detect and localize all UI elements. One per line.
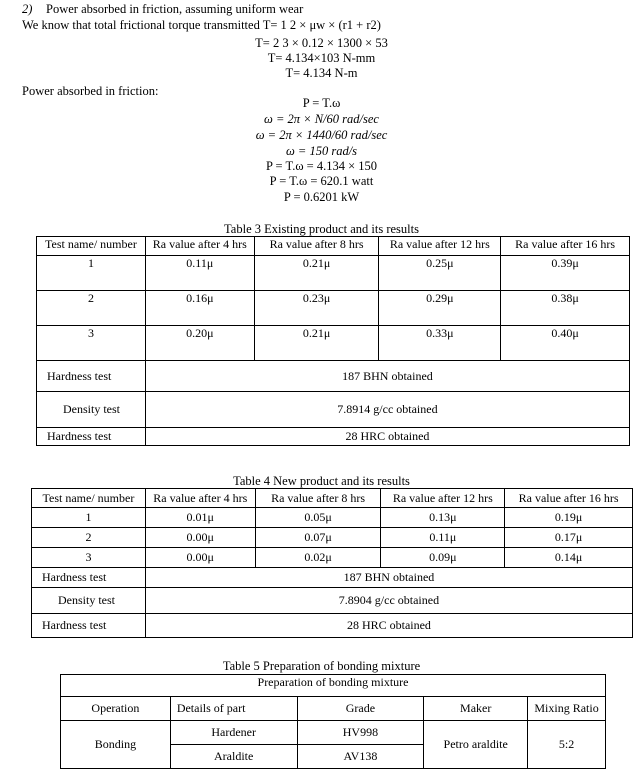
table3-test-result: 28 HRC obtained [145, 428, 629, 446]
table4-cell: 0.17μ [505, 528, 633, 548]
table3-cell: 3 [37, 326, 146, 361]
table3-cell: 0.29μ [379, 291, 501, 326]
power-equation-5: P = T.ω = 4.134 × 150 [265, 159, 378, 173]
table5-maker: Petro araldite [424, 721, 528, 769]
table5 [60, 674, 606, 769]
table4-cell: 3 [32, 548, 146, 568]
table4-row [32, 508, 633, 528]
table4-header-12hrs: Ra value after 12 hrs [381, 489, 505, 508]
table5-header-maker: Maker [424, 697, 528, 721]
table4-header-test-name: Test name/ number [32, 489, 146, 508]
table3-cell: 0.38μ [501, 291, 630, 326]
table4-cell: 0.05μ [255, 508, 381, 528]
table3-header-8hrs: Ra value after 8 hrs [254, 237, 379, 256]
table3-cell: 1 [37, 256, 146, 291]
table3-test-result: 187 BHN obtained [145, 361, 629, 392]
table3-test-label: Hardness test [37, 361, 146, 392]
table4-cell: 0.02μ [255, 548, 381, 568]
power-equation-3: ω = 2π × 1440/60 rad/sec [255, 128, 388, 142]
table3-cell: 0.21μ [254, 256, 379, 291]
table4-caption: Table 4 New product and its results [233, 474, 410, 488]
power-equation-7: P = 0.6201 kW [283, 190, 360, 204]
table3-cell: 0.33μ [379, 326, 501, 361]
power-equation-2: ω = 2π × N/60 rad/sec [264, 112, 379, 126]
table4 [31, 488, 633, 638]
table3-cell: 0.39μ [501, 256, 630, 291]
table3-row [37, 326, 630, 361]
table5-title: Preparation of bonding mixture [61, 675, 606, 697]
table4-row [32, 528, 633, 548]
table4-cell: 0.09μ [381, 548, 505, 568]
table3-cell: 0.23μ [254, 291, 379, 326]
table4-cell: 0.11μ [381, 528, 505, 548]
table4-cell: 1 [32, 508, 146, 528]
table3-header-12hrs: Ra value after 12 hrs [379, 237, 501, 256]
table4-cell: 0.14μ [505, 548, 633, 568]
table4-test-result: 28 HRC obtained [145, 614, 632, 638]
table5-ratio: 5:2 [528, 721, 606, 769]
table3-caption: Table 3 Existing product and its results [224, 222, 419, 236]
table3-cell: 0.25μ [379, 256, 501, 291]
table5-operation: Bonding [61, 721, 171, 769]
table3-test-label: Hardness test [37, 428, 146, 446]
table3-cell: 0.11μ [145, 256, 254, 291]
table4-test-result: 187 BHN obtained [145, 568, 632, 588]
table3-row [37, 256, 630, 291]
table5-header-details: Details of part [170, 697, 297, 721]
table3-test-result: 7.8914 g/cc obtained [145, 392, 629, 428]
table4-test-result: 7.8904 g/cc obtained [145, 588, 632, 614]
table4-cell: 0.19μ [505, 508, 633, 528]
table5-grade: HV998 [297, 721, 424, 745]
table5-header-grade: Grade [297, 697, 424, 721]
table4-cell: 0.07μ [255, 528, 381, 548]
table3-cell: 0.16μ [145, 291, 254, 326]
power-heading: Power absorbed in friction: [22, 84, 159, 98]
table4-cell: 2 [32, 528, 146, 548]
table3-header-test-name: Test name/ number [37, 237, 146, 256]
table4-row [32, 548, 633, 568]
torque-equation-3: T= 4.134 N-m [285, 66, 358, 80]
table3-cell: 0.21μ [254, 326, 379, 361]
table3-row [37, 291, 630, 326]
table5-header-mixing-ratio: Mixing Ratio [528, 697, 606, 721]
table4-test-label: Hardness test [32, 568, 146, 588]
friction-heading-number: 2) [22, 2, 33, 16]
table5-grade: AV138 [297, 745, 424, 769]
table4-cell: 0.00μ [145, 528, 255, 548]
friction-heading: Power absorbed in friction, assuming uniform wear [46, 2, 304, 16]
table3-cell: 0.40μ [501, 326, 630, 361]
table4-cell: 0.01μ [145, 508, 255, 528]
table4-header-4hrs: Ra value after 4 hrs [145, 489, 255, 508]
table4-cell: 0.00μ [145, 548, 255, 568]
torque-equation-2: T= 4.134×103 N-mm [267, 51, 376, 65]
power-equation-1: P = T.ω [302, 96, 341, 110]
table5-part: Hardener [170, 721, 297, 745]
table5-caption: Table 5 Preparation of bonding mixture [222, 659, 421, 673]
table3-header-4hrs: Ra value after 4 hrs [145, 237, 254, 256]
torque-intro-text: We know that total frictional torque transmitted T= 1 2 × μw × (r1 + r2) [22, 18, 381, 32]
table5-header-operation: Operation [61, 697, 171, 721]
table4-test-label: Hardness test [32, 614, 146, 638]
table3-cell: 2 [37, 291, 146, 326]
table3 [36, 236, 630, 446]
table3-cell: 0.20μ [145, 326, 254, 361]
table3-test-label: Density test [37, 392, 146, 428]
table4-test-label: Density test [32, 588, 146, 614]
table4-header-8hrs: Ra value after 8 hrs [255, 489, 381, 508]
power-equation-6: P = T.ω = 620.1 watt [269, 174, 374, 188]
table4-header-16hrs: Ra value after 16 hrs [505, 489, 633, 508]
table4-cell: 0.13μ [381, 508, 505, 528]
table5-part: Araldite [170, 745, 297, 769]
torque-equation-1: T= 2 3 × 0.12 × 1300 × 53 [255, 36, 388, 50]
power-equation-4: ω = 150 rad/s [285, 144, 358, 158]
table3-header-16hrs: Ra value after 16 hrs [501, 237, 630, 256]
